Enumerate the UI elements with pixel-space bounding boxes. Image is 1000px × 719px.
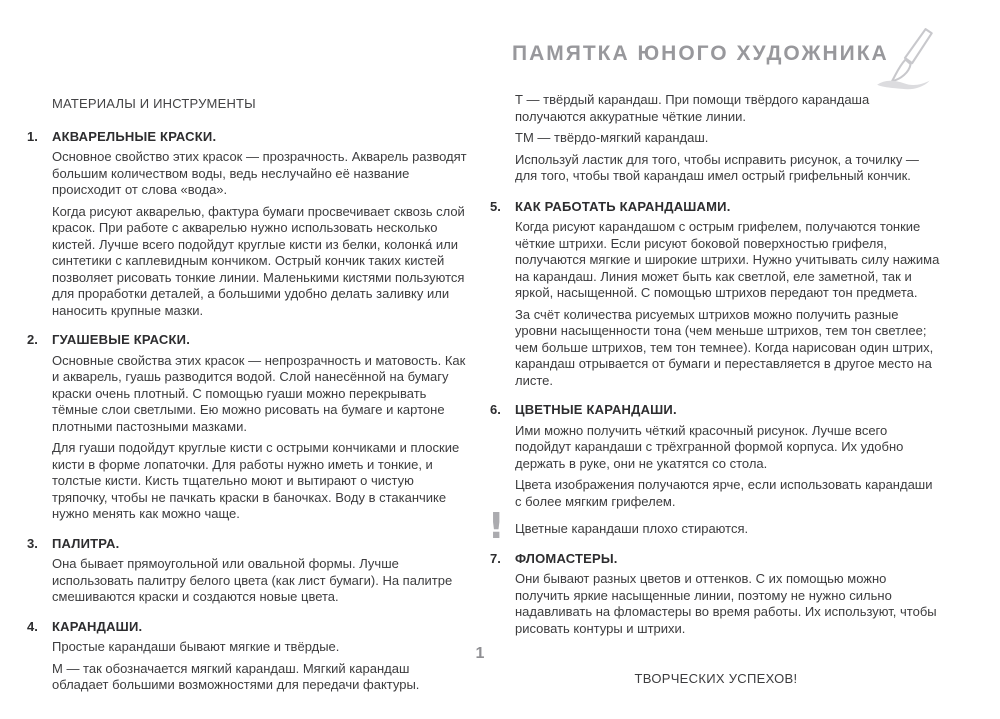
section-palette <box>27 536 467 606</box>
section-colored-pencils <box>488 402 942 547</box>
section-how-to-work-with-pencils <box>490 199 942 390</box>
section-paragraph: Основное свойство этих красок — прозрачность. Акварель разводят большим количеством воды, ведь неслучайно её название происходит от слова «вода». <box>52 149 467 197</box>
section-paragraph: Они бывают разных цветов и оттенков. С их помощью можно получить яркие насыщенные линии, поэтому не нужно сильно надавливать на фломастеры во время работы. Их используют, чтобы рисовать контуры и штрихи. <box>515 571 937 636</box>
warning-note-text: Цветные карандаши плохо стираются. <box>515 521 749 536</box>
section-markers <box>490 551 942 638</box>
section-paragraph: Используй ластик для того, чтобы исправить рисунок, а точилку — для того, чтобы твой карандаш имел острый грифельный кончик. <box>515 151 919 183</box>
section-number: 7. <box>490 550 501 566</box>
section-heading: КАК РАБОТАТЬ КАРАНДАШАМИ. <box>515 198 731 214</box>
section-number: 1. <box>27 128 38 144</box>
section-paragraph: Для гуаши подойдут круглые кисти с острыми кончиками и плоские кисти в форме лопаточки. Для работы нужно иметь и тонкие, и толстые кисти. Кисть тщательно моют и вытирают о чистую тряпочку, чтобы не пачкать краски в баночках. Воду в стаканчике нужно менять как можно чаще. <box>52 440 460 521</box>
section-watercolor-paints <box>27 129 467 320</box>
section-paragraph: Когда рисуют акварелью, фактура бумаги просвечивает сквозь слой красок. При работе с акварелью нужно использовать несколько кистей. Лучше всего подойдут круглые кисти из белки, колонка́ или синтетики с каплевидным кончиком. Острый кончик таких кистей позволяет рисовать тонкие линии. Маленькими кистями пользуются для проработки деталей, а большими удобно делать заливку или наносить крупные мазки. <box>52 203 465 318</box>
section-paragraph: Основные свойства этих красок — непрозрачность и матовость. Как и акварель, гуашь разводится водой. Слой нанесённой на бумагу краски очень плотный. С помощью гуаши можно перекрывать тёмные слои светлыми. Ею можно рисовать на бумаге и картоне плотными пастозными мазками. <box>52 352 466 434</box>
left-column <box>27 96 467 707</box>
section-heading: ГУАШЕВЫЕ КРАСКИ. <box>52 332 191 347</box>
section-heading: АКВАРЕЛЬНЫЕ КРАСКИ. <box>52 128 217 144</box>
page-title: ПАМЯТКА ЮНОГО ХУДОЖНИКА <box>512 42 889 65</box>
section-number: 4. <box>27 618 38 634</box>
section-paragraph: Цвета изображения получаются ярче, если использовать карандаши с более мягким грифелем. <box>515 477 933 509</box>
section-paragraph: Она бывает прямоугольной или овальной формы. Лучше использовать палитру белого цвета (как лист бумаги). На палитре смешиваются краски и создаются новые цвета. <box>52 556 453 604</box>
page-number: 1 <box>475 645 485 662</box>
section-heading: ЦВЕТНЫЕ КАРАНДАШИ. <box>515 402 677 417</box>
section-paragraph: М — так обозначается мягкий карандаш. Мягкий карандаш обладает большими возможностями для передачи фактуры. <box>52 660 420 692</box>
section-paragraph: Когда рисуют карандашом с острым грифелем, получаются тонкие чёткие штрихи. Если рисуют боковой поверхностью грифеля, получаются мягкие и широкие штрихи. Нужно учитывать силу нажима на карандаш. Линия может быть как светлой, еле заметной, так и яркой, насыщенной. С помощью штрихов передают тон предмета. <box>515 219 940 300</box>
exclamation-icon: ! <box>488 506 505 547</box>
pencils-continuation <box>490 92 942 185</box>
section-number: 3. <box>27 535 38 551</box>
section-paragraph: Простые карандаши бывают мягкие и твёрдые. <box>52 639 340 654</box>
section-gouache-paints <box>27 332 467 523</box>
paintbrush-icon <box>874 24 940 94</box>
closing-wish: ТВОРЧЕСКИХ УСПЕХОВ! <box>634 671 798 686</box>
section-heading: ПАЛИТРА. <box>52 535 120 551</box>
section-heading: ФЛОМАСТЕРЫ. <box>515 550 618 566</box>
section-paragraph: Т — твёрдый карандаш. При помощи твёрдого карандаша получаются аккуратные чёткие линии. <box>515 92 870 124</box>
section-paragraph: Ими можно получить чёткий красочный рисунок. Лучше всего подойдут карандаши с трёхгранной формой корпуса. Их удобно держать в руке, они не укатятся со стола. <box>515 422 904 471</box>
right-column <box>490 92 942 688</box>
warning-note <box>488 506 942 547</box>
section-number: 5. <box>490 198 501 214</box>
section-paragraph: За счёт количества рисуемых штрихов можно получить разные уровни насыщенности тона (чем меньше штрихов, тем тон светлее; чем больше штрихов, тем тон темнее). Когда нарисован один штрих, карандаш отрывается от бумаги и переставляется в другое место на листе. <box>515 306 934 388</box>
section-heading: КАРАНДАШИ. <box>52 618 143 634</box>
section-paragraph: ТМ — твёрдо-мягкий карандаш. <box>515 130 709 145</box>
column-header: МАТЕРИАЛЫ И ИНСТРУМЕНТЫ <box>52 96 256 111</box>
section-number: 6. <box>490 402 501 417</box>
section-number: 2. <box>27 332 38 347</box>
